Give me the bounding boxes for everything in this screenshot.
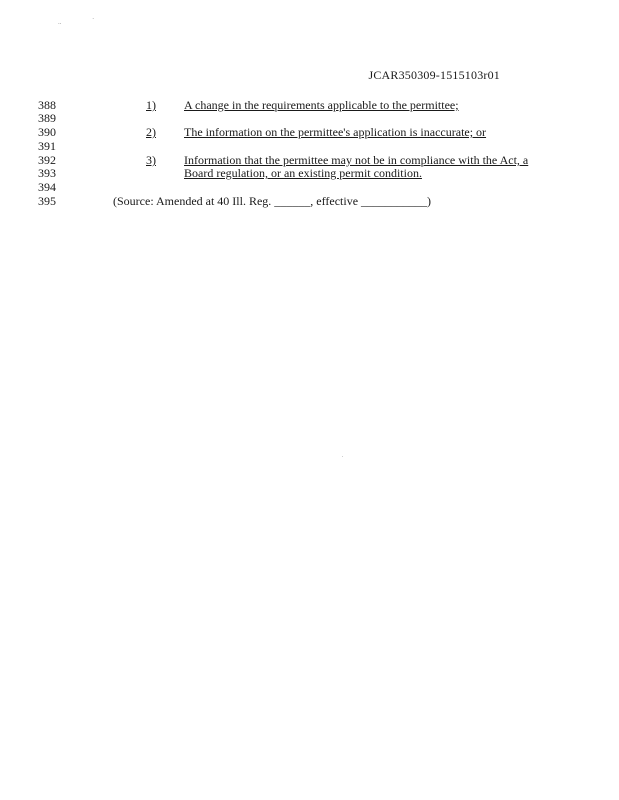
document-line (0, 99, 619, 112)
item-text: A change in the requirements applicable to the permittee; (184, 98, 459, 112)
item-number: 3) (146, 153, 156, 167)
document-line (0, 140, 619, 153)
source-note: (Source: Amended at 40 Ill. Reg. ______, effective ___________) (113, 194, 432, 208)
line-number: 389 (38, 111, 56, 125)
line-number: 391 (38, 139, 56, 153)
line-number: 393 (38, 166, 56, 180)
scan-speck: .. (58, 18, 62, 26)
item-number: 2) (146, 125, 156, 139)
document-line (0, 195, 619, 208)
line-number: 388 (38, 98, 56, 112)
item-text-continuation: Board regulation, or an existing permit condition. (184, 166, 422, 180)
item-text: The information on the permittee's application is inaccurate; or (184, 125, 487, 139)
line-number: 392 (38, 153, 56, 167)
line-number: 395 (38, 194, 56, 208)
line-number: 394 (38, 180, 56, 194)
scan-speck: · (92, 15, 95, 23)
document-id: JCAR350309-1515103r01 (368, 68, 500, 82)
document-line (0, 126, 619, 139)
item-text: Information that the permittee may not be in compliance with the Act, a (184, 153, 529, 167)
scan-speck (342, 456, 343, 457)
document-line (0, 167, 619, 180)
item-number: 1) (146, 98, 156, 112)
document-line (0, 112, 619, 125)
line-number: 390 (38, 125, 56, 139)
document-line (0, 181, 619, 194)
